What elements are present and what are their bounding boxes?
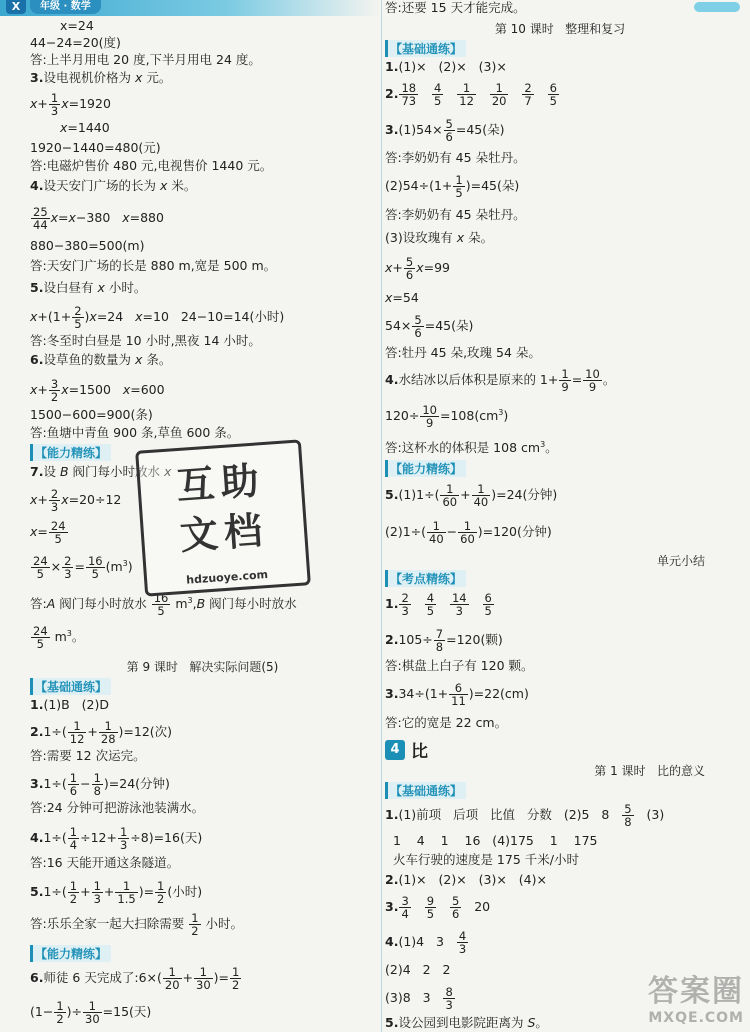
answer-line: 5.(1)1÷( $\frac{1}{60}$ + $\frac{1}{40}$ )=24(分钟): [385, 482, 558, 509]
answer-line: 2.105÷ $\frac{7}{8}$ =120(颗): [385, 627, 503, 654]
answer-line: 答:电磁炉售价 480 元,电视售价 1440 元。: [30, 158, 273, 173]
answer-line: 1. $\frac{2}{3}$ $\frac{4}{5}$ $\frac{14}{3}$ $\frac{6}{5}$: [385, 591, 492, 618]
answer-line: 答:它的宽是 22 cm。: [385, 715, 508, 730]
answer-line: 答:天安门广场的长是 880 m,宽是 500 m。: [30, 258, 277, 273]
answer-line: 44−24=20(度): [30, 35, 121, 50]
answer-line: 2.1÷( $\frac{1}{12}$ + $\frac{1}{28}$ )=12(次): [30, 719, 173, 746]
answer-line: 6.设草鱼的数量为 x 条。: [30, 352, 172, 367]
answer-line: 1500−600=900(条): [30, 407, 153, 422]
answer-line: 答:这杯水的体积是 108 $cm^3$。: [385, 440, 558, 456]
answer-line: 4.1÷( $\frac{1}{4}$ ÷12+ $\frac{1}{3}$ ÷8)=16(天): [30, 825, 203, 852]
answer-line: $\frac{24}{5}$ $m^3$。: [33, 624, 85, 651]
stamp-line-1: 互助: [175, 457, 266, 509]
answer-line: 火车行驶的速度是 175 千米/小时: [385, 852, 579, 867]
watermark-stamp: [135, 439, 311, 596]
answer-line: x+ $\frac{2}{3}$ x=20÷12: [30, 487, 122, 514]
answer-line: 2. $\frac{18}{73}$ $\frac{4}{5}$ $\frac{1}{12}$ $\frac{1}{20}$ $\frac{2}{7}$ $\frac{6}{5}$: [385, 81, 557, 108]
answer-line: (3)设玫瑰有 x 朵。: [385, 230, 494, 245]
chapter-heading: [385, 737, 428, 762]
answer-line: 答:鱼塘中青鱼 900 条,草鱼 600 条。: [30, 425, 240, 440]
answer-line: 5.设公园到电影院距离为 S。: [385, 1015, 548, 1030]
answer-line: 答:16 天能开通这条隧道。: [30, 855, 180, 870]
stamp-url: hdzuoye.com: [185, 568, 269, 587]
watermark-title: 答案圈: [648, 974, 744, 1009]
section-label: 【基础通练】: [385, 40, 466, 57]
answer-line: 1.(1)B (2)D: [30, 697, 109, 712]
answer-line: x= $\frac{24}{5}$: [30, 519, 66, 546]
watermark-domain: MXQE.COM: [648, 1010, 744, 1026]
answer-line: 答:乐乐全家一起大扫除需要 $\frac{1}{2}$ 小时。: [30, 911, 243, 938]
answer-line: 3.设电视机价格为 x 元。: [30, 70, 172, 85]
lesson-title: 第 9 课时 解决实际问题(5): [126, 660, 279, 674]
answer-line: 答:还要 15 天才能完成。: [385, 0, 526, 15]
answer-line: 4.(1)4 3 $\frac{4}{3}$: [385, 929, 467, 956]
chapter-title: 比: [411, 742, 428, 762]
section-label: 【能力精练】: [385, 460, 466, 477]
lesson-title: 第 1 课时 比的意义: [594, 764, 705, 778]
answer-line: (2)1÷( $\frac{1}{40}$ − $\frac{1}{60}$ )=120(分钟): [385, 519, 552, 546]
answer-line: (3)8 3 $\frac{8}{3}$: [385, 985, 453, 1012]
section-label: 【基础通练】: [385, 782, 466, 799]
answer-line: 4.水结冰以后体积是原来的 1+ $\frac{1}{9}$ = $\frac{10}{9}$ 。: [385, 367, 616, 394]
answer-line: 答:冬至时白昼是 10 小时,黑夜 14 小时。: [30, 333, 261, 348]
answer-line: x+(1+ $\frac{2}{5}$ )x=24 x=10 24−10=14(小时): [30, 304, 285, 331]
answer-line: 答:棋盘上白子有 120 颗。: [385, 658, 534, 673]
lesson-title: 单元小结: [656, 554, 705, 568]
answer-line: (2)54÷(1+ $\frac{1}{5}$ )=45(朵): [385, 173, 520, 200]
answer-line: 120÷ $\frac{10}{9}$ $=108(cm^3)$: [385, 403, 509, 430]
lesson-title: 第 10 课时 整理和复习: [494, 22, 626, 36]
section-label: 【基础通练】: [30, 678, 111, 695]
answer-line: 1 4 1 16 (4)175 1 175: [385, 833, 598, 848]
section-label: 【能力精练】: [30, 444, 111, 461]
answer-line: 答:李奶奶有 45 朵牡丹。: [385, 207, 526, 222]
answer-line: 3.(1)54× $\frac{5}{6}$ =45(朵): [385, 117, 505, 144]
column-divider: [381, 0, 382, 1032]
stamp-line-2: 文档: [178, 506, 270, 558]
grade-subject-tag: 年级 · 数学: [30, 0, 101, 14]
right-column: [385, 0, 735, 1032]
answer-line: 1.(1)前项 后项 比值 分数 (2)5 8 $\frac{5}{8}$ (3): [385, 802, 665, 829]
answer-line: 3.1÷( $\frac{1}{6}$ − $\frac{1}{8}$ )=24(分钟): [30, 771, 170, 798]
answer-line: 3.34÷(1+ $\frac{6}{11}$ )=22(cm): [385, 681, 529, 708]
answer-line: x+ $\frac{1}{3}$ x=1920: [30, 91, 111, 118]
answer-line: x+ $\frac{5}{6}$ x=99: [385, 255, 451, 282]
answer-line: 5.1÷( $\frac{1}{2}$ + $\frac{1}{3}$ + $\frac{1}{1.5}$ )= $\frac{1}{2}$ (小时): [30, 879, 203, 906]
answer-line: 7.设 B 阀门每小时放水 x: [30, 464, 172, 479]
answer-line: (2)4 2 2: [385, 962, 451, 977]
corner-watermark: [648, 966, 744, 1026]
section-label: 【考点精练】: [385, 570, 466, 587]
answer-line: x=24: [60, 18, 94, 33]
answer-line: 答:需要 12 次运完。: [30, 748, 146, 763]
answer-line: 3. $\frac{3}{4}$ $\frac{9}{5}$ $\frac{5}{6}$ 20: [385, 894, 491, 921]
answer-line: 答:A 阀门每小时放水 $\frac{16}{5}$ $m^3,B$ 阀门每小时放水: [30, 591, 297, 618]
answer-line: $\frac{25}{44}$ x=x−380 x=880: [33, 205, 164, 232]
answer-line: 答:牡丹 45 朵,玫瑰 54 朵。: [385, 345, 541, 360]
answer-line: x+ $\frac{3}{2}$ x=1500 x=600: [30, 377, 165, 404]
series-logo: X: [6, 0, 26, 14]
answer-line: 54× $\frac{5}{6}$ =45(朵): [385, 313, 474, 340]
answer-line: 答:李奶奶有 45 朵牡丹。: [385, 150, 526, 165]
chapter-number: 4: [385, 740, 405, 760]
answer-line: (1− $\frac{1}{2}$ )÷ $\frac{1}{30}$ =15(天): [30, 999, 152, 1026]
answer-line: x=1440: [60, 120, 110, 135]
answer-line: 2.(1)× (2)× (3)× (4)×: [385, 872, 547, 887]
answer-line: 5.设白昼有 x 小时。: [30, 280, 147, 295]
answer-line: 1920−1440=480(元): [30, 140, 161, 155]
answer-line: 880−380=500(m): [30, 238, 145, 253]
answer-line: $\frac{24}{5}$ × $\frac{2}{3}$ = $\frac{16}{5}$ $(m^3)$: [33, 554, 133, 581]
answer-line: 4.设天安门广场的长为 x 米。: [30, 178, 197, 193]
answer-line: 答:上半月用电 20 度,下半月用电 24 度。: [30, 52, 261, 67]
answer-line: 1.(1)× (2)× (3)×: [385, 59, 507, 74]
answer-line: 6.师徒 6 天完成了:6×( $\frac{1}{20}$ + $\frac{1}{30}$ )= $\frac{1}{2}$: [30, 965, 240, 992]
answer-line: 答:24 分钟可把游泳池装满水。: [30, 800, 205, 815]
answer-line: x=54: [385, 290, 419, 305]
section-label: 【能力精练】: [30, 945, 111, 962]
